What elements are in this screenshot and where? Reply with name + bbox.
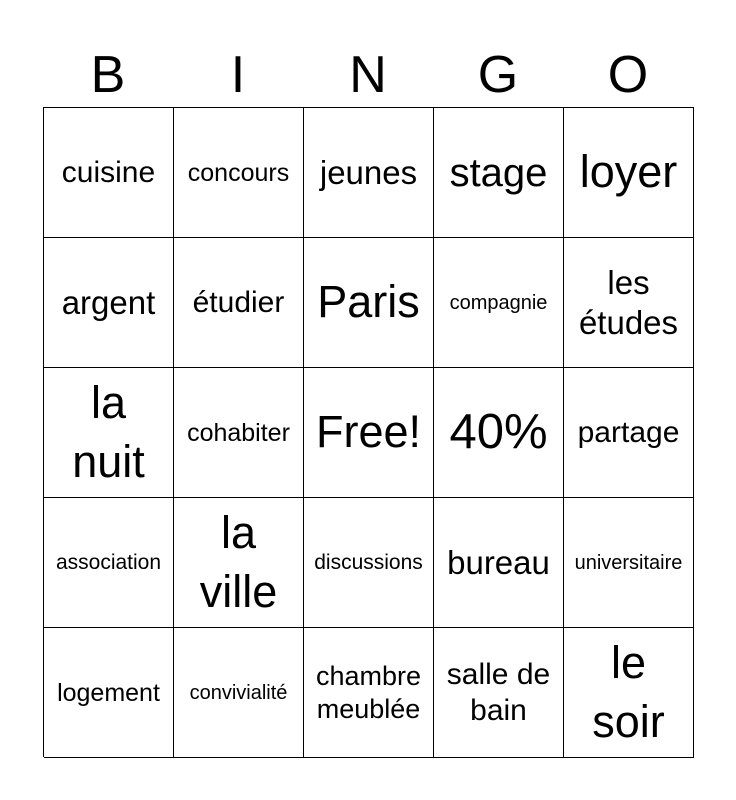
cell-text: stage	[449, 150, 548, 195]
bingo-cell-r5c1[interactable]	[44, 628, 174, 758]
bingo-cell-r1c4[interactable]	[434, 108, 564, 238]
header-letter-i: I	[230, 46, 246, 104]
cell-text: Paris	[317, 276, 420, 328]
bingo-header	[43, 44, 693, 106]
bingo-cell-r5c4[interactable]	[434, 628, 564, 758]
cell-text: cuisine	[61, 155, 156, 189]
cell-text: étudier	[192, 285, 285, 319]
bingo-cell-r4c3[interactable]	[304, 498, 434, 628]
bingo-cell-r4c5[interactable]	[564, 498, 694, 628]
cell-text: loyer	[579, 146, 678, 198]
cell-text: universitaire	[574, 551, 683, 574]
bingo-cell-r4c2[interactable]	[174, 498, 304, 628]
cell-text: 40%	[449, 405, 548, 460]
bingo-cell-r3c3[interactable]	[304, 368, 434, 498]
cell-text: les études	[578, 263, 679, 341]
bingo-cell-r1c3[interactable]	[304, 108, 434, 238]
header-letter-n: N	[349, 46, 387, 104]
cell-text: Free!	[315, 406, 422, 458]
bingo-cell-r5c2[interactable]	[174, 628, 304, 758]
cell-text: la nuit	[72, 377, 145, 487]
cell-text: argent	[61, 283, 156, 321]
bingo-cell-r3c2[interactable]	[174, 368, 304, 498]
cell-text: jeunes	[319, 153, 418, 191]
bingo-cell-r4c4[interactable]	[434, 498, 564, 628]
bingo-cell-r3c1[interactable]	[44, 368, 174, 498]
bingo-cell-r3c4[interactable]	[434, 368, 564, 498]
bingo-cell-r5c5[interactable]	[564, 628, 694, 758]
cell-text: cohabiter	[187, 418, 290, 447]
bingo-cell-r2c4[interactable]	[434, 238, 564, 368]
bingo-cell-r1c5[interactable]	[564, 108, 694, 238]
cell-text: salle de bain	[446, 657, 551, 727]
bingo-cell-r1c1[interactable]	[44, 108, 174, 238]
bingo-board	[43, 107, 694, 757]
bingo-cell-r1c2[interactable]	[174, 108, 304, 238]
cell-text: logement	[57, 678, 160, 707]
bingo-cell-r2c3[interactable]	[304, 238, 434, 368]
cell-text: chambre meublée	[315, 661, 422, 724]
cell-text: discussions	[314, 550, 423, 574]
cell-text: convivialité	[189, 681, 288, 704]
cell-text: association	[55, 550, 162, 574]
cell-text: bureau	[447, 543, 550, 581]
bingo-cell-r3c5[interactable]	[564, 368, 694, 498]
cell-text: la ville	[199, 507, 278, 617]
header-letter-o: O	[607, 46, 649, 104]
bingo-cell-r5c3[interactable]	[304, 628, 434, 758]
header-letter-g: G	[477, 46, 519, 104]
header-letter-b: B	[90, 46, 126, 104]
cell-text: concours	[187, 158, 290, 187]
cell-text: partage	[577, 415, 680, 449]
bingo-cell-r2c5[interactable]	[564, 238, 694, 368]
bingo-cell-r4c1[interactable]	[44, 498, 174, 628]
bingo-cell-r2c2[interactable]	[174, 238, 304, 368]
bingo-cell-r2c1[interactable]	[44, 238, 174, 368]
cell-text: le soir	[592, 637, 665, 747]
cell-text: compagnie	[449, 291, 548, 314]
